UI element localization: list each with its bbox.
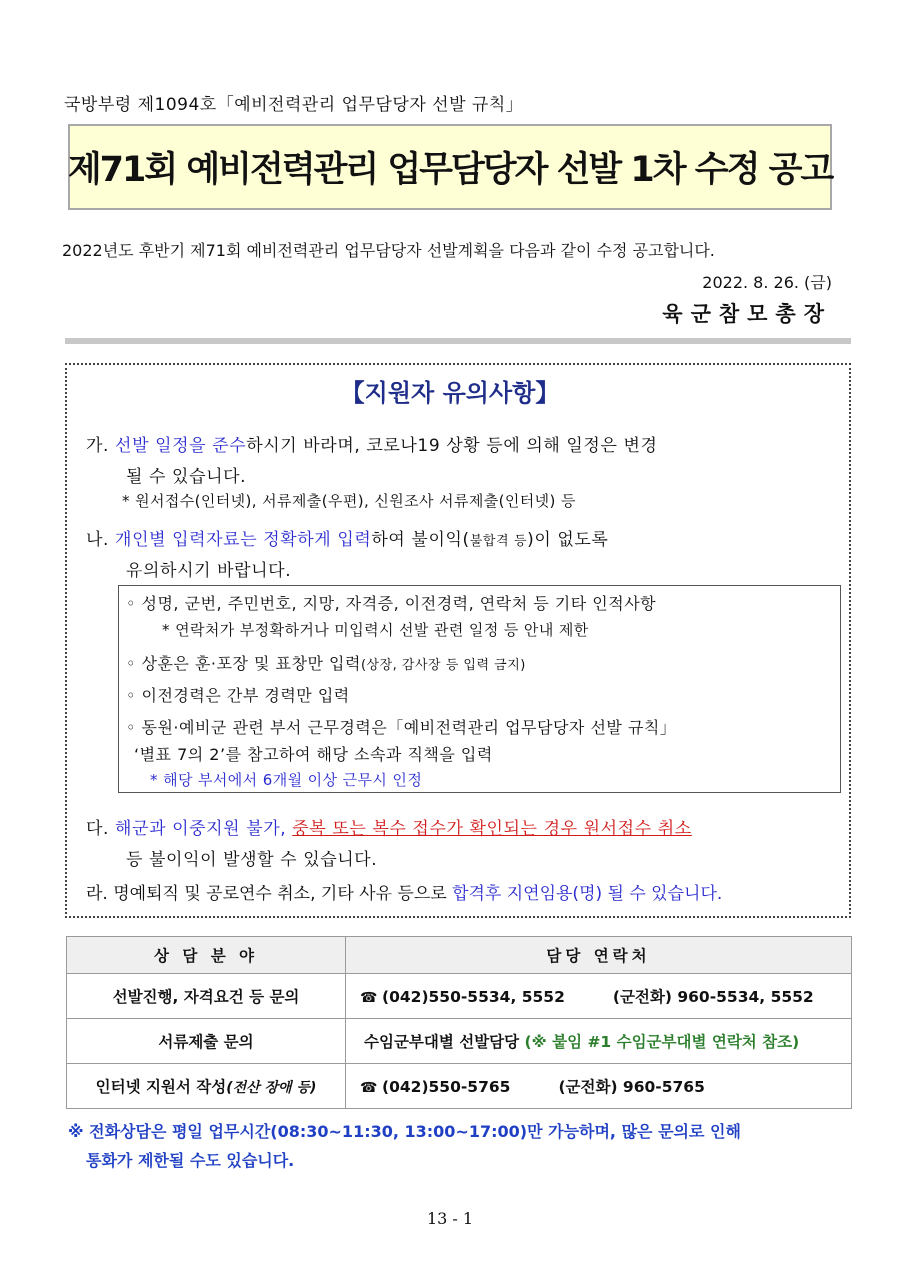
military-phone: (군전화) 960-5534, 5552 <box>612 988 814 1006</box>
item-text-end: )이 없도록 <box>527 530 609 550</box>
guide-item-mobilization-sub: * 해당 부서에서 6개월 이상 근무시 인정 <box>150 771 423 789</box>
notice-item-ga-sub: * 원서접수(인터넷), 서류제출(우편), 신원조사 서류제출(인터넷) 등 <box>122 492 576 510</box>
row-field-note: (전산 장애 등) <box>226 1080 317 1096</box>
highlight-text: 해군과 이중지원 불가, <box>115 819 287 839</box>
notice-item-na-cont: 유의하시기 바랍니다. <box>126 561 292 581</box>
table-header-row <box>67 937 852 974</box>
row-contact <box>346 1019 852 1064</box>
contact-name: 수임군부대별 선발담당 <box>364 1033 520 1051</box>
row-contact <box>346 974 852 1019</box>
item-text: 하여 불이익( <box>371 530 470 550</box>
warning-text: 중복 또는 복수 접수가 확인되는 경우 원서접수 취소 <box>292 819 692 839</box>
item-marker: 나. <box>86 530 110 550</box>
issuer-name: 육군참모총장 <box>662 302 832 326</box>
guide-item-personal-sub: * 연락처가 부정확하거나 미입력시 선발 관련 일정 등 안내 제한 <box>162 621 589 639</box>
guide-item-career: ◦ 이전경력은 간부 경력만 입력 <box>126 686 350 705</box>
row-contact <box>346 1064 852 1109</box>
item-marker: 가. <box>86 436 110 456</box>
phone-hours-note-cont: 통화가 제한될 수도 있습니다. <box>86 1151 295 1170</box>
title-box <box>68 124 832 210</box>
notice-item-ga <box>86 431 658 456</box>
item-small-text: 불합격 등 <box>469 534 528 549</box>
highlight-text: 합격후 지연임용(명) 될 수 있습니다. <box>452 884 723 904</box>
table-row <box>67 1019 852 1064</box>
table-row <box>67 1064 852 1109</box>
highlight-text: 개인별 입력자료는 정확하게 입력 <box>115 530 372 550</box>
guide-item-award-note: (상장, 감사장 등 입력 금지) <box>360 658 526 673</box>
phone-hours-note: ※ 전화상담은 평일 업무시간(08:30~11:30, 13:00~17:00)만 가능하며, 많은 문의로 인해 <box>68 1122 741 1141</box>
header-contact: 담당 연락처 <box>346 937 852 974</box>
row-field: 서류제출 문의 <box>67 1019 346 1064</box>
notice-item-da-cont: 등 불이익이 발생할 수 있습니다. <box>126 850 378 870</box>
notice-item-da <box>86 814 692 839</box>
guide-item-personal: ◦ 성명, 군번, 주민번호, 지망, 자격증, 이전경력, 연락처 등 기타 인적사항 <box>126 594 657 613</box>
divider-bar <box>65 338 851 344</box>
announcement-date: 2022. 8. 26. (금) <box>702 273 832 292</box>
row-field: 선발진행, 자격요건 등 문의 <box>67 974 346 1019</box>
guide-item-mobilization: ◦ 동원·예비군 관련 부서 근무경력은「예비전력관리 업무담당자 선발 규칙」 <box>126 718 677 737</box>
item-marker: 라. <box>86 884 108 904</box>
phone-number: (042)550-5534, 5552 <box>382 988 565 1006</box>
notice-item-ra <box>86 879 722 904</box>
header-consult-field: 상 담 분 야 <box>67 937 346 974</box>
phone-icon: ☎ <box>360 1080 378 1096</box>
row-field-text: 인터넷 지원서 작성 <box>95 1078 227 1096</box>
guide-item-award <box>126 651 526 674</box>
table-row <box>67 974 852 1019</box>
highlight-text: 선발 일정을 준수 <box>115 436 247 456</box>
item-text: 명예퇴직 및 공로연수 취소, 기타 사유 등으로 <box>113 884 447 904</box>
intro-text: 2022년도 후반기 제71회 예비전력관리 업무담당자 선발계획을 다음과 같이 수정 공고합니다. <box>62 241 715 260</box>
notice-item-ga-cont: 될 수 있습니다. <box>126 467 247 487</box>
notice-heading: 【지원자 유의사항】 <box>340 379 560 407</box>
page-number: 13 - 1 <box>426 1209 474 1228</box>
guide-item-award-text: ◦ 상훈은 훈·포장 및 표창만 입력 <box>126 654 361 673</box>
contact-table <box>66 936 852 1109</box>
item-marker: 다. <box>86 819 110 839</box>
guide-item-mobilization-cont: ‘별표 7의 2’를 참고하여 해당 소속과 직책을 입력 <box>134 745 493 764</box>
row-field <box>67 1064 346 1109</box>
regulation-reference: 국방부령 제1094호「예비전력관리 업무담당자 선발 규칙」 <box>64 95 524 115</box>
phone-icon: ☎ <box>360 990 378 1006</box>
military-phone: (군전화) 960-5765 <box>558 1078 705 1096</box>
document-title: 제71회 예비전력관리 업무담당자 선발 1차 수정 공고 <box>67 150 833 190</box>
item-text: 하시기 바라며, 코로나19 상황 등에 의해 일정은 변경 <box>246 436 658 456</box>
phone-number: (042)550-5765 <box>382 1078 511 1096</box>
contact-note: (※ 붙임 #1 수임군부대별 연락처 참조) <box>524 1033 800 1051</box>
notice-item-na <box>86 525 608 550</box>
